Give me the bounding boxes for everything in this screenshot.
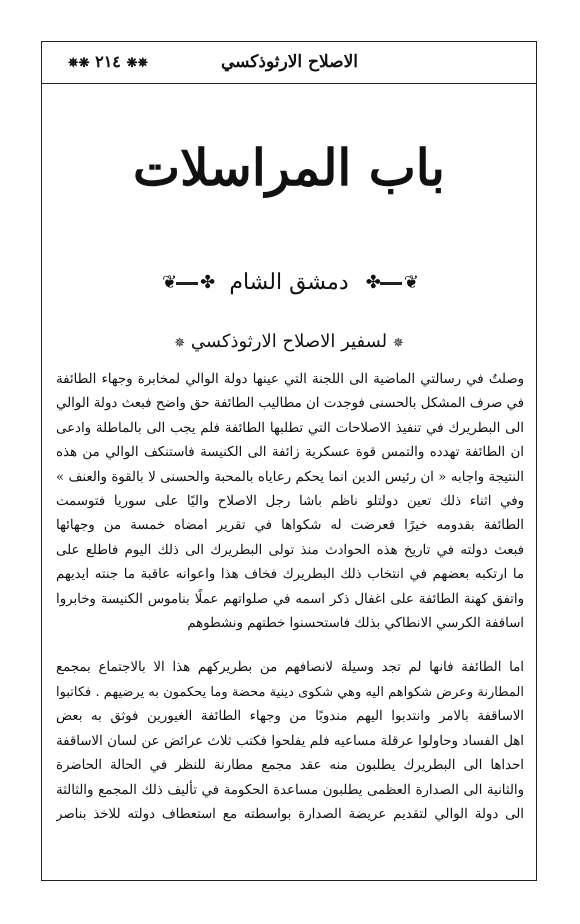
- paragraph-1: [56, 368, 524, 636]
- ornament-icon: ❋✵: [67, 56, 90, 71]
- running-header: [42, 42, 536, 84]
- text-line: الى البطريرك في تنفيذ الاصلاحات التي تطلبها الطائفة فلم يجب الى بالماطلة وادعى: [56, 420, 524, 436]
- letter-body: [56, 368, 524, 827]
- ornament-icon: ✵: [174, 336, 186, 351]
- section-title: باب المراسلات: [133, 138, 445, 197]
- text-line: وصلتُ في رسالتي الماضية الى اللجنة التي عينها دولة الوالي لمخابرة وجهاء الطائفة: [56, 372, 524, 387]
- dateline: [42, 270, 536, 304]
- paragraph-2: [56, 656, 524, 827]
- text-line: الى دولة الوالي لتقديم عريضة الصدارة بواسطته مع استعطاف دولته للاخذ بناصر: [56, 806, 524, 822]
- page-number-text: ٢١٤: [95, 52, 121, 71]
- paragraph-gap: [56, 636, 524, 656]
- page-number: [48, 52, 168, 71]
- ornament-icon: ✵❋: [126, 56, 149, 71]
- letter-subheading: [42, 331, 536, 352]
- text-line: والثانية الى الصدارة العظمى يطلبون مساعدة الحكومة في تأليف ذلك المجمع والثالثة: [56, 782, 524, 798]
- letter-subheading-text: لسفير الاصلاح الارثوذكسي: [190, 331, 388, 352]
- dateline-place: دمشق الشام: [229, 270, 349, 295]
- ornament-icon: ✵: [392, 336, 404, 351]
- page-frame: [41, 41, 537, 881]
- text-line: احداها الى البطريرك يطلبون منه عقد مجمع مطارنة للنظر في الحالة الحاضرة: [56, 758, 524, 774]
- text-line: ان الطائفة تهدده والتمس قوة عسكرية زائفة الى الكنيسة فاستنكف الوالي من هذه: [56, 445, 524, 461]
- text-line: في صرف المشكل بالحسنى فوجدت ان مطاليب الطائفة حق واضح فبعث دولة الوالي: [56, 396, 524, 412]
- text-line: النتيجة واجابه « ان رئيس الدين انما يحكم رعاياه بالمحبة والحسنى لا بالقوة والعنف »: [56, 469, 524, 485]
- text-line: الاساقفة بالامر وانتدبوا اليهم مندوبًا من وجهاء الطائفة الغيورين فوثق به بعض: [56, 709, 524, 725]
- text-line: واتفق كهنة الطائفة على اغفال ذكر اسمه في صلواتهم عملًا بناموس الكنيسة وخابروا: [56, 591, 524, 607]
- flourish-icon: ✤❦: [162, 272, 213, 293]
- text-line: ما ارتكبه بعضهم في انتخاب ذلك البطريرك فخاف هذا واعوانه عاقبة ما جنته ايديهم: [56, 567, 524, 583]
- text-line: اهل الفساد وحاولوا عرقلة مساعيه فلم يفلحوا فكتب ثلاث عرائض عن لسان الاساقفة: [56, 733, 524, 749]
- text-line: فبعث دولته في تاريخ هذه الحوادث منذ تولى البطريرك الى ذلك اليوم فاطلع على: [56, 542, 524, 558]
- text-line: اساقفة الكرسي الانطاكي بذلك فاستحسنوا خطتهم ونشطوهم: [187, 616, 524, 632]
- flourish-icon: ❦✤: [365, 272, 416, 293]
- text-line: المطارنة وعرض شكواهم اليه وهي شكوى دينية محضة وما يحكمون به يرضيهم . فكاتبوا: [56, 684, 524, 700]
- running-title: الاصلاح الارثوذكسي: [220, 52, 358, 72]
- text-line: الطائفة بقدومه خيرًا فعرضت له شكواها في تقرير امضاه خمسة من وجهائها: [56, 518, 524, 534]
- text-line: وفي اثناء ذلك تعين دولتلو ناظم باشا رجل الاصلاح واليًا على سوريا فتوسمت: [56, 494, 524, 510]
- text-line: اما الطائفة فانها لم تجد وسيلة لانصافهم من بطريركهم هذا الا بالاجتماع بمجمع: [56, 660, 524, 676]
